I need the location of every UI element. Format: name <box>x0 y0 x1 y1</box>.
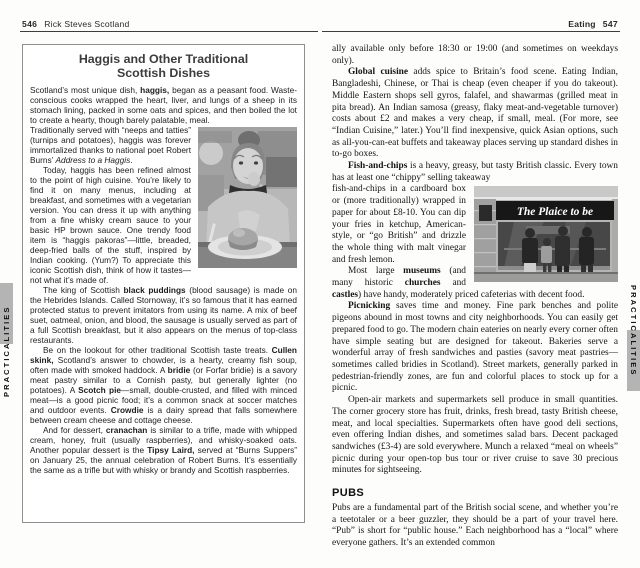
body-paragraph: Pubs are a fundamental part of the British social scene, and whether you’re a teetotaler or a beer guzzler, they should be a part of your travel here. “Pub” is short for “public house.” Each neighborhood has a “local” where everyone gathers. It’s an extended common <box>332 503 618 549</box>
section-title-eating: Eating <box>568 19 596 29</box>
page-number-left: 546 <box>22 19 38 29</box>
chip-shop-photo <box>474 186 618 282</box>
sidebar-paragraph: Traditionally served with “neeps and tatties” (turnips and potatoes), haggis was forever immortalized thanks to national poet Robert Burns’ Address to a Haggis. <box>30 125 191 165</box>
practicalities-tab-text-left: PRACTICALITIES <box>2 305 11 397</box>
practicalities-tab-text-right: PRACTICALITIES <box>629 285 638 377</box>
haggis-sidebar-box <box>22 44 305 523</box>
sidebar-title-line1: Haggis and Other Traditional <box>78 52 249 66</box>
eating-body-text <box>332 44 618 550</box>
sidebar-paragraph: Be on the lookout for other traditional Scottish taste treats. Cullen skink, Scotland’s answer to chowder, is a hearty, creamy fish soup, often made with smoked haddock. A bridie (or Forfar bridie) is a savory meat pastry similar to a Cornish pasty, but generally lighter (no potatoes). A Scotch pie—small, double-crusted, and filled with minced meat—is a good picnic food; it’s a common snack at soccer matches and outdoor events. Crowdie is a dairy spread that falls somewhere between cream cheese and cottage cheese. <box>30 345 297 425</box>
header-rule-left <box>20 31 318 32</box>
pubs-heading: PUBS <box>332 487 365 500</box>
sidebar-paragraph: The king of Scottish black puddings (blood sausage) is made on the Hebrides Islands. Called Stornoway, it’s so famous that it has earned protected status to prevent imitators from using its name. A mix of beef suet, oatmeal, onion, and blood, the sausage is usually served as part of a full Scottish breakfast, but it also appears on the menus of top-class restaurants. <box>30 285 298 345</box>
body-paragraph: Open-air markets and supermarkets sell produce in small quantities. The corner grocery store has fruit, drinks, fresh bread, tasty British cheese, meat, and local specialties. Supermarkets often have good deli sections, even offering Indian dishes, and sometimes salad bars. Decent packaged sandwiches (£3-4) are sold everywhere. Munch a relaxed “meal on wheels” picnic during your open-top bus tour or river cruise to save 30 precious minutes for sightseeing. <box>332 395 618 476</box>
sidebar-title-line2: Scottish Dishes <box>117 66 210 80</box>
header-rule-right <box>322 31 620 32</box>
page-header-right <box>568 19 618 29</box>
body-paragraph: Fish-and-chips is a heavy, greasy, but tasty British classic. Every town has at least one “chippy” selling takeaway <box>332 161 618 183</box>
sidebar-paragraph: Today, haggis has been refined almost to the point of high cuisine. You’re likely to find it on many menus, including at breakfast, and sometimes with a vegetarian version. You can dress it up with anything from a fine whisky cream sauce to your basic HP brown sauce. One trendy food item is “haggis pakoras”—little, breaded, deep-fried balls of the stuff, inspired by Indian cooking. (Yum?) To appreciate this iconic Scottish dish, think of how it tastes—not what it’s made of. <box>30 165 191 285</box>
page-header-left <box>22 19 129 29</box>
page-number-right: 547 <box>602 19 618 29</box>
shop-sign-text: The Plaice to be <box>516 206 594 219</box>
sidebar-body <box>30 85 297 475</box>
sidebar-paragraph: Scotland’s most unique dish, haggis, began as a peasant food. Waste-conscious cooks wrapped the heart, liver, and lungs of a sheep in its stomach lining, packed in some oats and spices, and then boiled the lot to create a hearty, though barely palatable, meal. <box>30 85 297 125</box>
sidebar-title <box>30 52 297 80</box>
sidewalk <box>474 272 618 282</box>
sidebar-paragraph: And for dessert, cranachan is similar to a trifle, made with whipped cream, honey, fruit (usually raspberries), and whisky-soaked oats. Another popular dessert is the Tipsy Laird, served at “Burns Suppers” on January 25, the annual celebration of Robert Burns. It’s essentially the same as a trifle but with whisky or brandy and Scottish raspberries. <box>30 425 297 475</box>
body-paragraph: Picnicking saves time and money. Fine park benches and polite pigeons abound in most towns and city neighborhoods. You can easily get prepared food to go. The modern chain eateries on nearly every corner often have simple seating but are designed for takeout. Bakeries serve a wonderful array of fresh sandwiches and pasties (savory meat pastries—sometimes called bridies in Scotland). Street markets, generally parked in pedestrian-friendly zones, are fun and colorful places to stock up for a picnic. <box>332 301 618 394</box>
body-paragraph: Global cuisine adds spice to Britain’s food scene. Eating Indian, Bangladeshi, Chinese, or Thai is cheap (even cheaper if you do takeout). Middle Eastern shops sell gyros, falafel, and shawarmas (grilled meat in pita bread). An Indian samosa (greasy, flaky meat-and-vegetable turnover) costs about £2 and makes a very cheap, if small, meal. (For more, see “Indian Cuisine,” later.) You’ll find inexpensive, quick Asian options, such as all-you-can-eat buffets and takeaway places serving up standard dishes in to-go boxes. <box>332 67 618 160</box>
body-paragraph: fish-and-chips in a cardboard box or (more traditionally) wrapped in paper for about £8-10. You can dip your fries in ketchup, American-style, or “go British” and drizzle the whole thing with malt vinegar and fresh lemon. <box>332 184 466 265</box>
body-paragraph: Most large museums (and many historic churches and castles) have handy, moderately priced cafeterias with decent food. <box>332 266 585 300</box>
body-paragraph: ally available only before 18:30 or 19:00 (and sometimes on weekdays only). <box>332 44 618 66</box>
shop-sign <box>496 201 614 220</box>
book-title: Rick Steves Scotland <box>44 19 130 29</box>
haggis-photo <box>198 127 297 268</box>
